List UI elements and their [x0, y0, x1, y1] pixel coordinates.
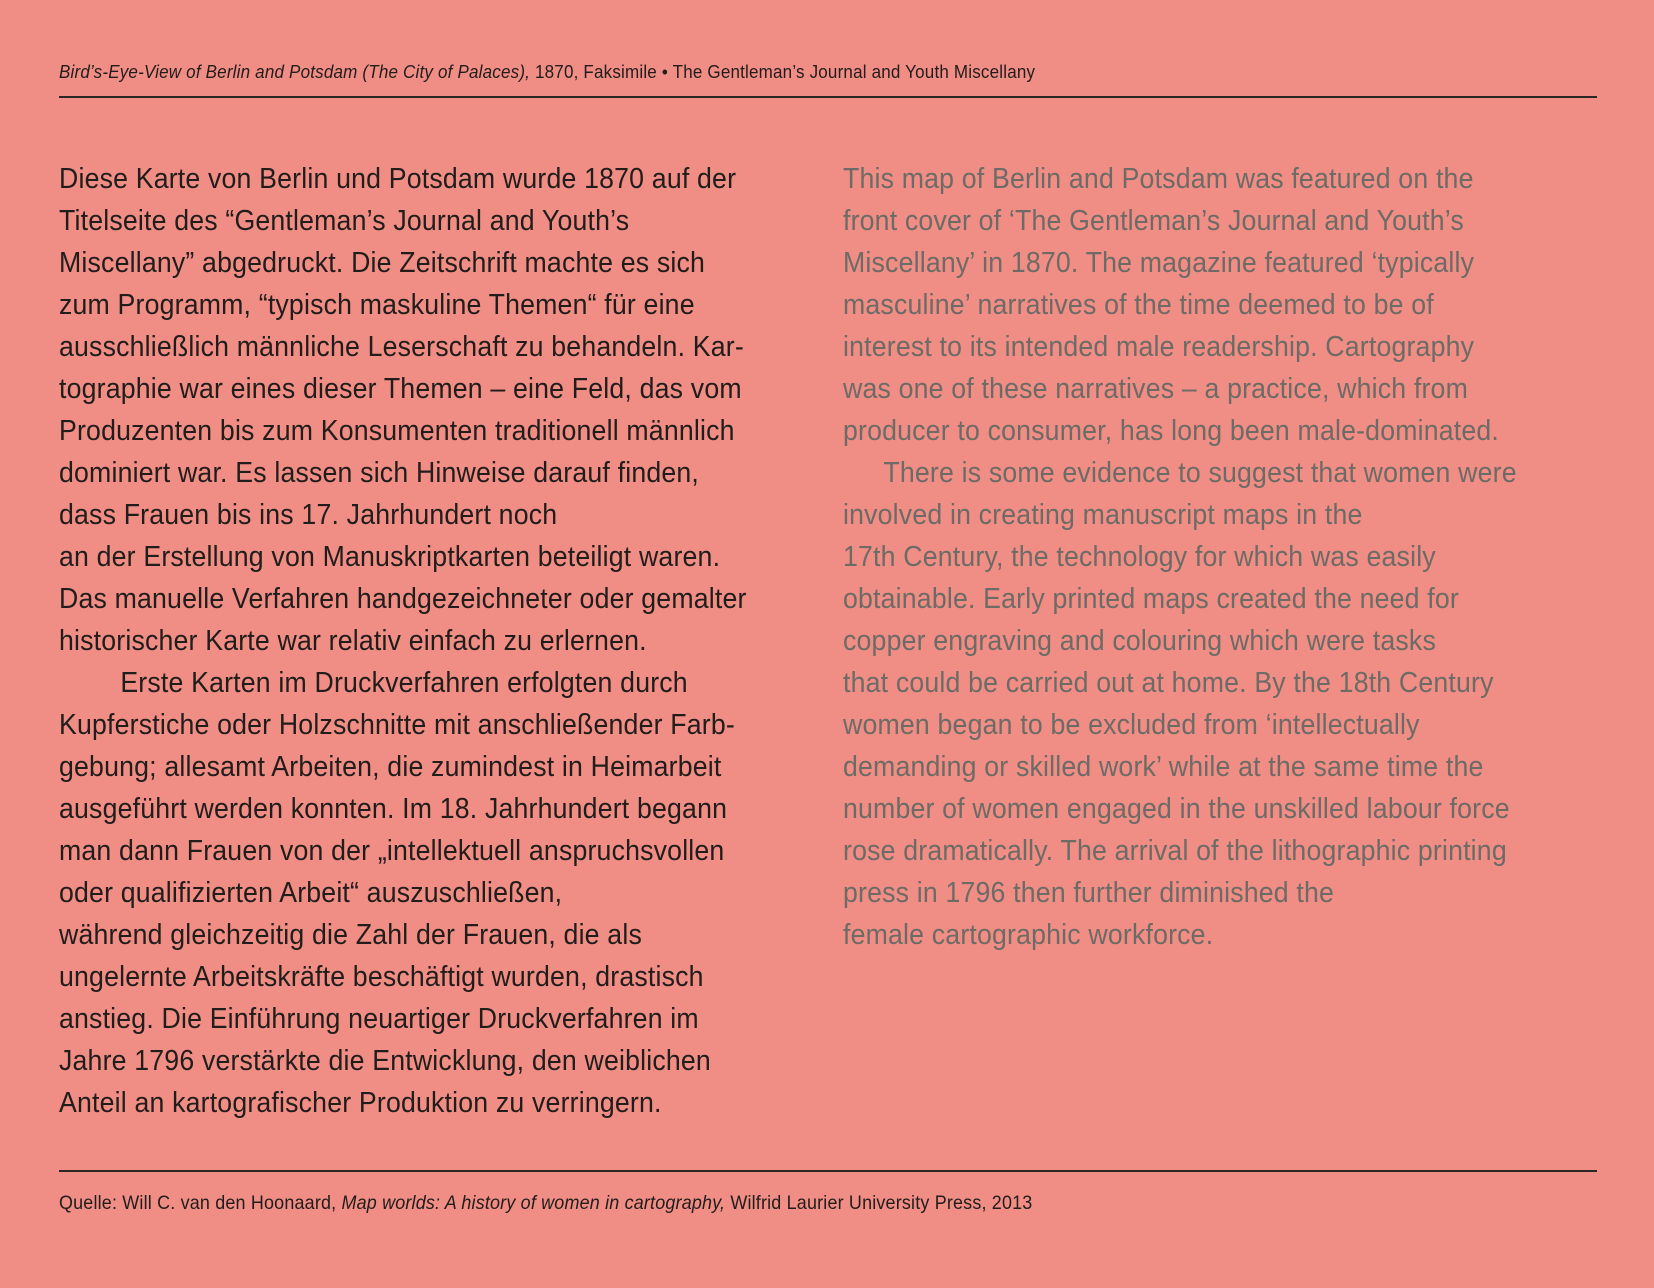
- text-line: Miscellany” abgedruckt. Die Zeitschrift machte es sich: [59, 247, 706, 279]
- text-run: Wilfrid Laurier University Press, 2013: [725, 1192, 1033, 1214]
- text-line: women began to be excluded from ‘intellectually: [843, 709, 1420, 741]
- text-line: Diese Karte von Berlin und Potsdam wurde 1870 auf der: [59, 163, 737, 195]
- text-line: number of women engaged in the unskilled labour force: [843, 793, 1510, 825]
- text-line: interest to its intended male readership. Cartography: [843, 331, 1475, 363]
- text-line: Erste Karten im Druckverfahren erfolgten durch: [59, 667, 688, 699]
- text-line: Miscellany’ in 1870. The magazine featured ‘typically: [843, 247, 1475, 279]
- text-line: Titelseite des “Gentleman’s Journal and Youth’s: [59, 205, 630, 237]
- text-line: Produzenten bis zum Konsumenten traditionell männlich: [59, 415, 735, 447]
- text-line: man dann Frauen von der „intellektuell anspruchsvollen: [59, 835, 725, 867]
- text-line: masculine’ narratives of the time deemed to be of: [843, 289, 1434, 321]
- text-line: Das manuelle Verfahren handgezeichneter oder gemalter: [59, 583, 747, 615]
- text-line: Anteil an kartografischer Produktion zu verringern.: [59, 1087, 662, 1119]
- text-line: anstieg. Die Einführung neuartiger Druckverfahren im: [59, 1003, 699, 1035]
- text-line: female cartographic workforce.: [843, 919, 1214, 951]
- text-run: Quelle: Will C. van den Hoonaard,: [59, 1192, 342, 1214]
- text-line: producer to consumer, has long been male-dominated.: [843, 415, 1500, 447]
- text-line: ausgeführt werden konnten. Im 18. Jahrhundert begann: [59, 793, 728, 825]
- english-paragraphs: [843, 158, 1517, 956]
- text-run: 1870, Faksimile • The Gentleman’s Journal and Youth Miscellany: [530, 61, 1036, 82]
- text-line: dass Frauen bis ins 17. Jahrhundert noch: [59, 499, 558, 531]
- german-text-column: [59, 158, 806, 1124]
- german-paragraphs: [59, 158, 747, 1124]
- footer-divider: [59, 1170, 1597, 1172]
- text-line: press in 1796 then further diminished the: [843, 877, 1335, 909]
- text-line: gebung; allesamt Arbeiten, die zumindest in Heimarbeit: [59, 751, 722, 783]
- text-run: Map worlds: A history of women in cartography,: [341, 1192, 726, 1214]
- footer-source: [59, 1192, 1032, 1214]
- text-line: was one of these narratives – a practice, which from: [843, 373, 1468, 405]
- text-line: während gleichzeitig die Zahl der Frauen, die als: [59, 919, 642, 951]
- text-line: zum Programm, “typisch maskuline Themen“ für eine: [59, 289, 695, 321]
- text-line: front cover of ‘The Gentleman’s Journal and Youth’s: [843, 205, 1464, 237]
- text-line: rose dramatically. The arrival of the lithographic printing: [843, 835, 1507, 867]
- text-line: ungelernte Arbeitskräfte beschäftigt wurden, drastisch: [59, 961, 704, 993]
- text-line: an der Erstellung von Manuskriptkarten beteiligt waren.: [59, 541, 721, 573]
- text-line: dominiert war. Es lassen sich Hinweise darauf finden,: [59, 457, 700, 489]
- text-line: historischer Karte war relativ einfach zu erlernen.: [59, 625, 647, 657]
- text-line: tographie war eines dieser Themen – eine Feld, das vom: [59, 373, 742, 405]
- text-line: There is some evidence to suggest that women were: [843, 457, 1517, 489]
- text-line: Kupferstiche oder Holzschnitte mit anschließender Farb-: [59, 709, 735, 741]
- english-text-column: [843, 158, 1575, 956]
- text-line: copper engraving and colouring which were tasks: [843, 625, 1436, 657]
- text-line: obtainable. Early printed maps created the need for: [843, 583, 1459, 615]
- header-title: [59, 62, 1035, 82]
- header-divider: [59, 96, 1597, 98]
- text-line: involved in creating manuscript maps in the: [843, 499, 1363, 531]
- text-line: oder qualifizierten Arbeit“ auszuschließen,: [59, 877, 563, 909]
- text-line: This map of Berlin and Potsdam was featured on the: [843, 163, 1474, 195]
- text-line: Jahre 1796 verstärkte die Entwicklung, den weiblichen: [59, 1045, 711, 1077]
- text-line: demanding or skilled work’ while at the same time the: [843, 751, 1484, 783]
- text-line: 17th Century, the technology for which was easily: [843, 541, 1436, 573]
- text-line: that could be carried out at home. By the 18th Century: [843, 667, 1494, 699]
- text-run: Bird’s-Eye-View of Berlin and Potsdam (The City of Palaces),: [59, 61, 531, 82]
- text-line: ausschließlich männliche Leserschaft zu behandeln. Kar-: [59, 331, 744, 363]
